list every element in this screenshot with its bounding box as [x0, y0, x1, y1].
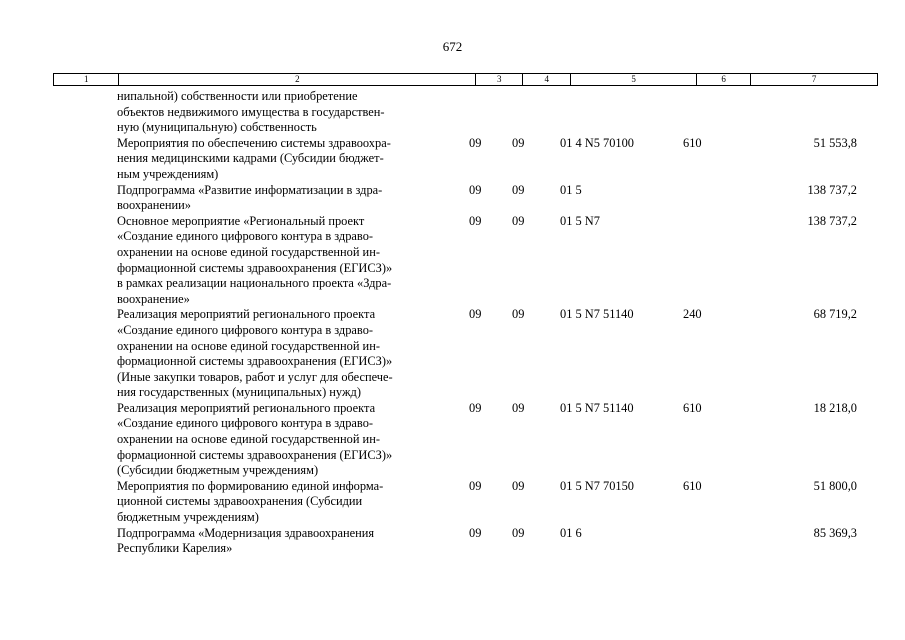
- column-number-header: [53, 73, 878, 86]
- table-row: [53, 401, 878, 479]
- row-target-code: 01 5 N7 51140: [560, 400, 634, 415]
- row-amount: 138 737,2: [807, 213, 857, 228]
- header-col-1: 1: [54, 74, 119, 86]
- row-subsection: 09: [512, 213, 525, 228]
- row-target-code: 01 5: [560, 182, 582, 197]
- row-name: Подпрограмма «Модернизация здравоохранения Республики Карелия»: [117, 525, 375, 556]
- row-subsection: 09: [512, 182, 525, 197]
- table-row: [53, 526, 878, 557]
- table-row: [53, 136, 878, 183]
- row-name: Мероприятия по обеспечению системы здравоохра- нения медицинскими кадрами (Субсидии бюджет- ным учреждениям): [117, 135, 391, 181]
- row-name: Мероприятия по формированию единой информа- ционной системы здравоохранения (Субсидии бюджетным учреждениям): [117, 478, 384, 525]
- row-target-code: 01 5 N7: [560, 213, 600, 228]
- page-number: 672: [442, 39, 463, 54]
- header-col-7: 7: [751, 74, 878, 86]
- table-row: [53, 183, 878, 214]
- row-section: 09: [469, 182, 482, 197]
- row-section: 09: [469, 307, 482, 322]
- row-target-code: 01 5 N7 70150: [560, 478, 634, 493]
- row-subsection: 09: [512, 478, 525, 493]
- budget-table-body: [53, 89, 878, 557]
- table-row: [53, 479, 878, 526]
- row-amount: 51 553,8: [813, 135, 857, 150]
- row-name: Реализация мероприятий регионального проекта «Создание единого цифрового контура в здраво- охранении на основе единой государственной ин- формационной системы здравоохранения (ЕГИСЗ)» (Иные закупки товаров, работ и услуг для обеспече- ния государственных (муниципальных) нужд): [117, 307, 393, 400]
- row-expense-type: 610: [683, 135, 702, 150]
- row-target-code: 01 4 N5 70100: [560, 135, 634, 150]
- table-row: [53, 307, 878, 401]
- header-col-6: 6: [697, 74, 751, 86]
- row-subsection: 09: [512, 400, 525, 415]
- row-name: нипальной) собственности или приобретение объектов недвижимого имущества в государствен- ную (муниципальную) собственность: [117, 89, 385, 135]
- row-amount: 85 369,3: [813, 525, 857, 540]
- row-target-code: 01 6: [560, 525, 582, 540]
- row-expense-type: 610: [683, 400, 702, 415]
- row-section: 09: [469, 213, 482, 228]
- row-expense-type: 240: [683, 307, 702, 322]
- row-name: Подпрограмма «Развитие информатизации в здра- воохранении»: [117, 182, 383, 213]
- row-subsection: 09: [512, 135, 525, 150]
- row-section: 09: [469, 400, 482, 415]
- row-expense-type: 610: [683, 478, 702, 493]
- header-col-2: 2: [119, 74, 476, 86]
- table-row: [53, 214, 878, 308]
- header-col-5: 5: [571, 74, 697, 86]
- row-amount: 51 800,0: [813, 478, 857, 493]
- row-target-code: 01 5 N7 51140: [560, 307, 634, 322]
- row-name: Основное мероприятие «Региональный проект «Создание единого цифрового контура в здраво- охранении на основе единой государственной ин- формационной системы здравоохранения (ЕГИСЗ)» в рамках реализации национального проекта «Здра- воохранение»: [117, 213, 393, 306]
- table-row: [53, 89, 878, 136]
- row-section: 09: [469, 478, 482, 493]
- row-section: 09: [469, 525, 482, 540]
- row-amount: 138 737,2: [807, 182, 857, 197]
- header-col-4: 4: [523, 74, 571, 86]
- row-amount: 18 218,0: [813, 400, 857, 415]
- row-subsection: 09: [512, 307, 525, 322]
- row-subsection: 09: [512, 525, 525, 540]
- header-col-3: 3: [476, 74, 523, 86]
- row-section: 09: [469, 135, 482, 150]
- row-name: Реализация мероприятий регионального проекта «Создание единого цифрового контура в здраво- охранении на основе единой государственной ин- формационной системы здравоохранения (ЕГИСЗ)» (Субсидии бюджетным учреждениям): [117, 400, 393, 478]
- row-amount: 68 719,2: [813, 307, 857, 322]
